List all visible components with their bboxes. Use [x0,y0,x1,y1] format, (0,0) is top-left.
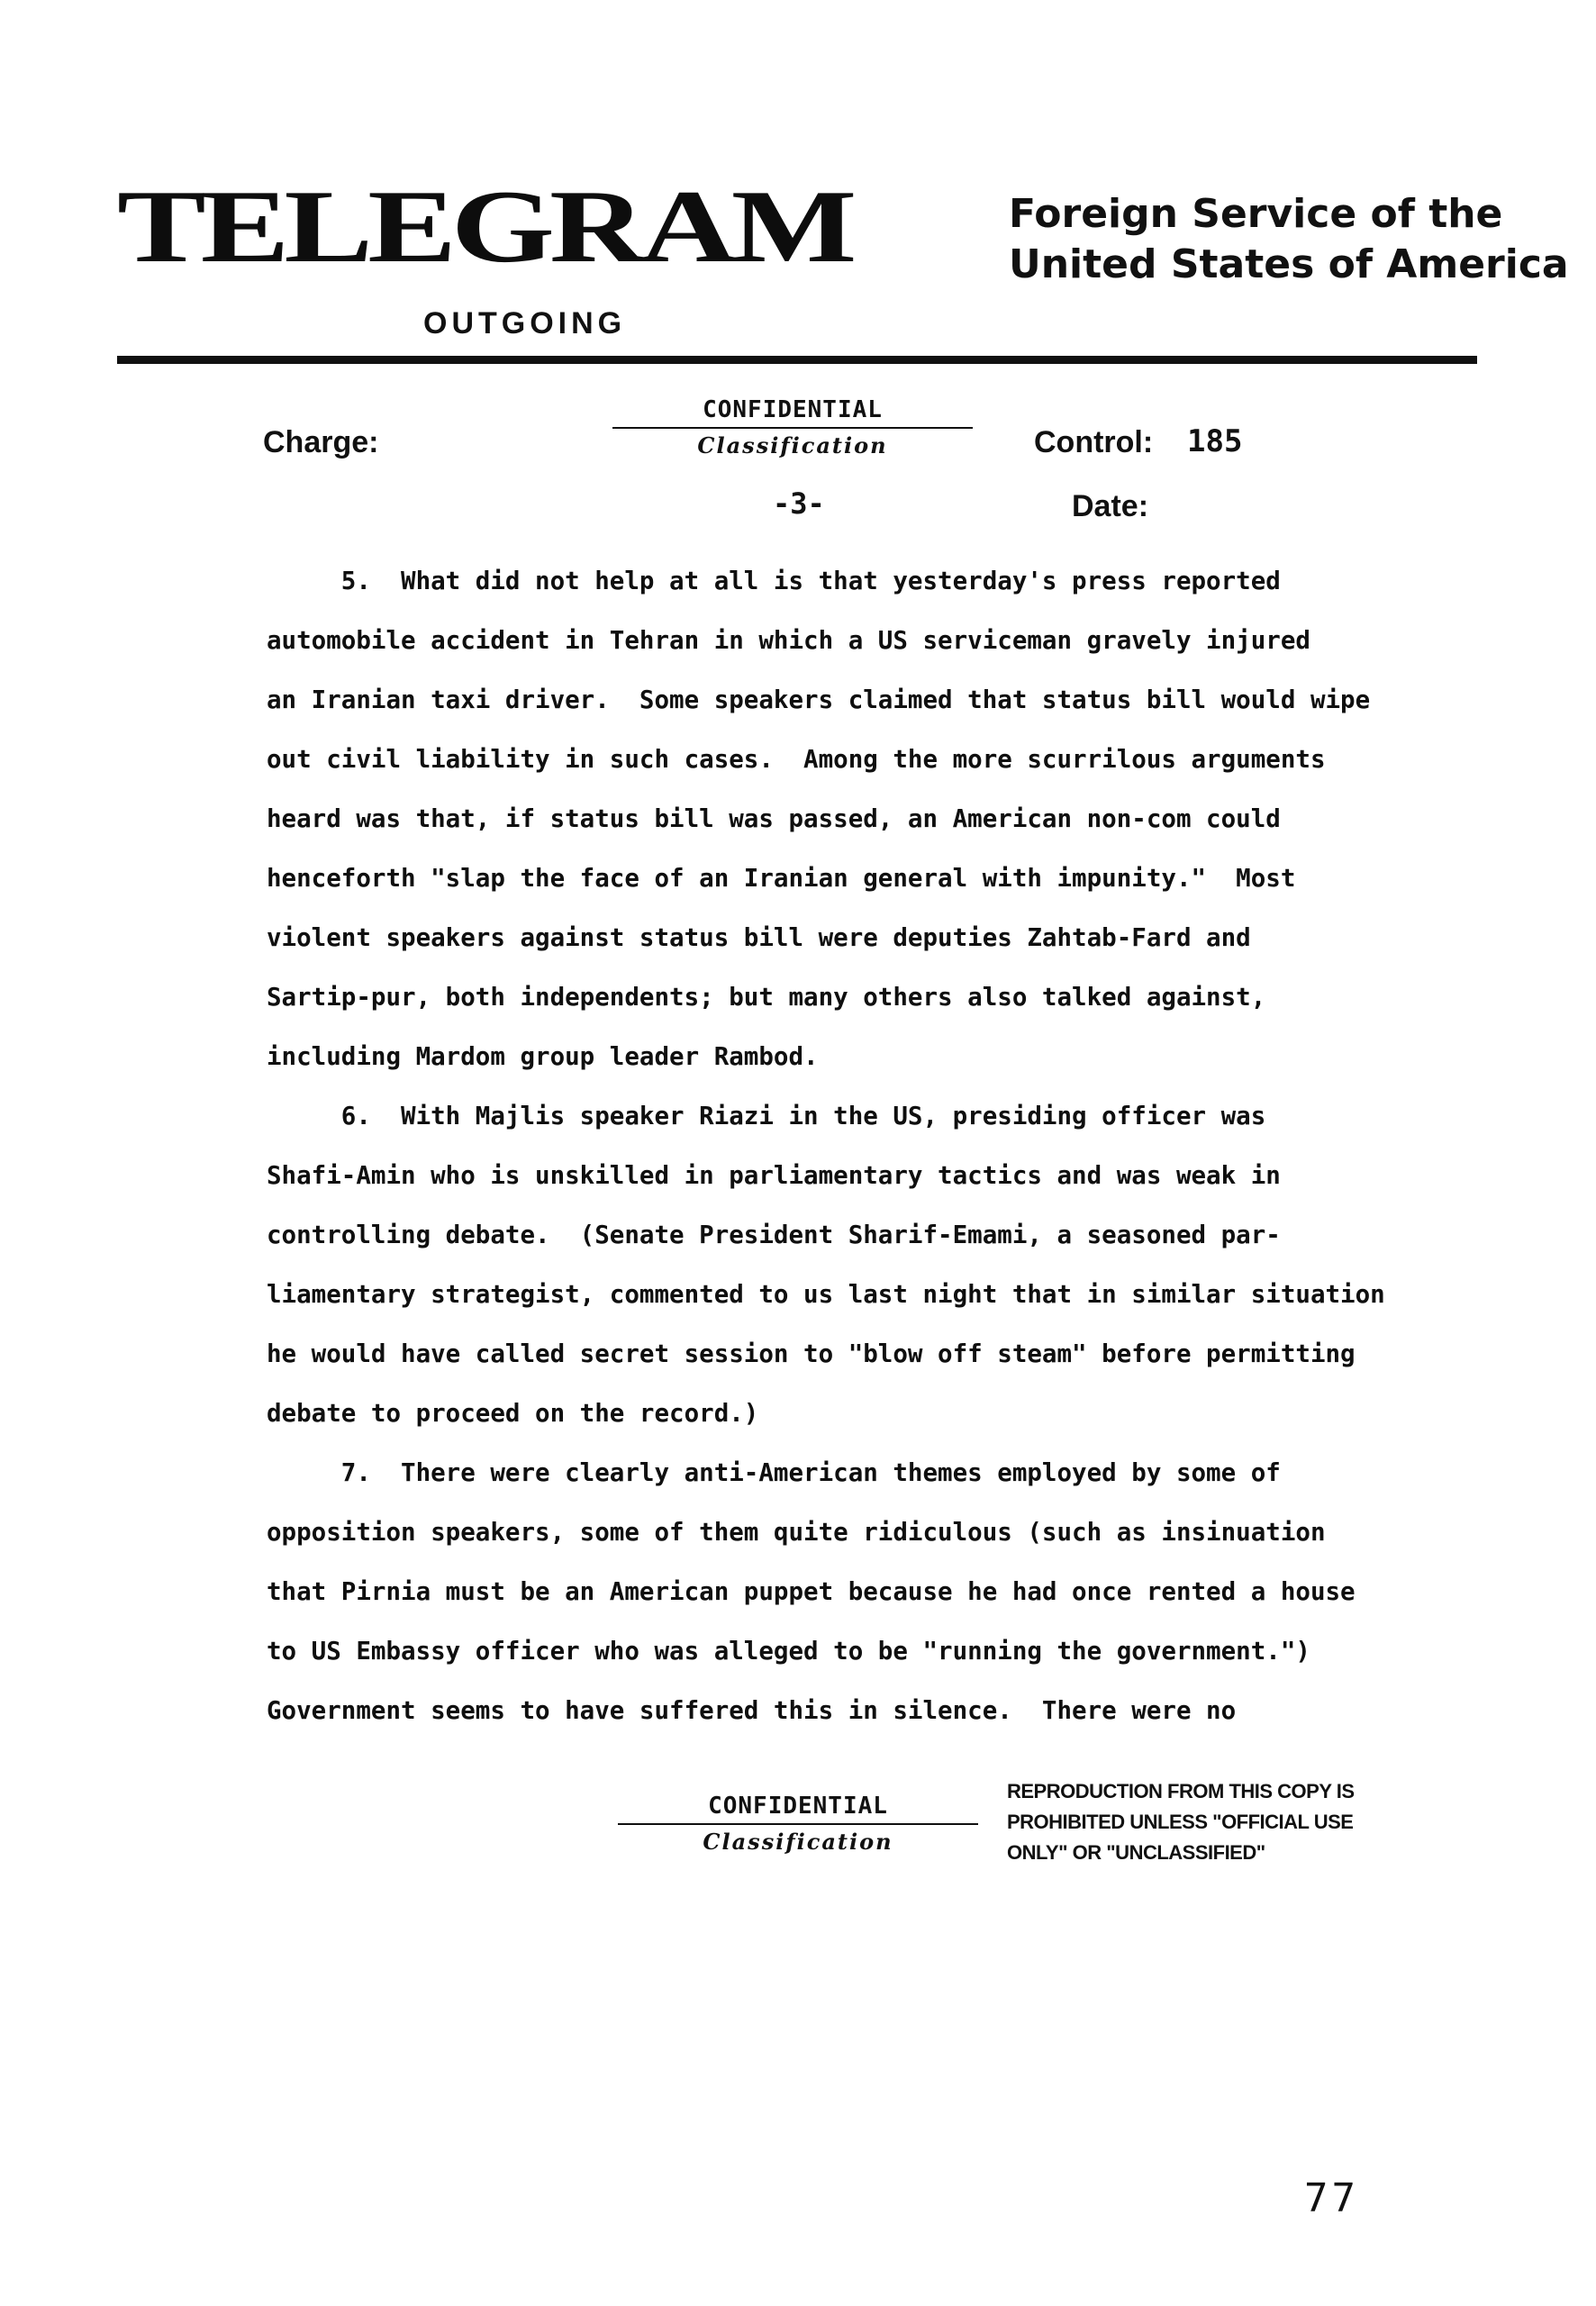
body-line: debate to proceed on the record.) [267,1399,759,1428]
agency-line-1: Foreign Service of the [1009,191,1503,237]
body-line: controlling debate. (Senate President Sharif-Emami, a seasoned par- [267,1221,1281,1249]
body-line: heard was that, if status bill was passed, an American non-com could [267,804,1281,833]
telegram-title: TELEGRAM [117,168,852,285]
body-line: to US Embassy officer who was alleged to be "running the government.") [267,1637,1310,1666]
agency-name [1009,189,1569,290]
body-line: 6. With Majlis speaker Riazi in the US, presiding officer was [267,1102,1266,1130]
body-line: that Pirnia must be an American puppet because he had once rented a house [267,1577,1356,1606]
classification-rule [612,427,973,429]
reproduction-notice-line-1: REPRODUCTION FROM THIS COPY IS [1007,1780,1355,1802]
footer-classification-word: CONFIDENTIAL [708,1793,888,1820]
body-line: Shafi-Amin who is unskilled in parliamentary tactics and was weak in [267,1161,1281,1190]
message-body [267,551,1455,1740]
header-rule [117,356,1477,364]
body-line: Sartip-pur, both independents; but many others also talked against, [267,983,1266,1012]
body-line: he would have called secret session to "blow off steam" before permitting [267,1339,1356,1368]
page-number: 77 [1304,2175,1359,2221]
control-value: 185 [1187,423,1243,459]
reproduction-notice [1007,1776,1403,1868]
footer-classification-block [618,1793,978,1855]
body-line: out civil liability in such cases. Among the more scurrilous arguments [267,745,1326,774]
reproduction-notice-line-2: PROHIBITED UNLESS "OFFICIAL USE [1007,1811,1354,1833]
body-line: opposition speakers, some of them quite ridiculous (such as insinuation [267,1518,1326,1547]
body-line: liamentary strategist, commented to us last night that in similar situation [267,1280,1385,1309]
footer-classification-label: Classification [703,1829,893,1855]
body-line: an Iranian taxi driver. Some speakers claimed that status bill would wipe [267,685,1371,714]
body-line: 7. There were clearly anti-American themes employed by some of [267,1458,1281,1487]
body-line: automobile accident in Tehran in which a US serviceman gravely injured [267,626,1310,655]
reproduction-notice-line-3: ONLY" OR "UNCLASSIFIED" [1007,1841,1265,1864]
direction-label: OUTGOING [423,306,627,340]
classification-label: Classification [697,432,888,458]
body-line: henceforth "slap the face of an Iranian general with impunity." Most [267,864,1296,893]
classification-block [612,396,973,458]
body-line: Government seems to have suffered this in silence. There were no [267,1696,1237,1725]
control-label: Control: [1034,425,1154,459]
body-line: violent speakers against status bill were deputies Zahtab-Fard and [267,923,1251,952]
body-line: 5. What did not help at all is that yesterday's press reported [267,567,1281,595]
page-marker: -3- [773,486,825,521]
body-line: including Mardom group leader Rambod. [267,1042,819,1071]
classification-word: CONFIDENTIAL [703,396,883,423]
charge-label: Charge: [263,425,379,459]
date-label: Date: [1072,489,1149,523]
footer-classification-rule [618,1823,978,1825]
agency-line-2: United States of America [1009,241,1569,287]
